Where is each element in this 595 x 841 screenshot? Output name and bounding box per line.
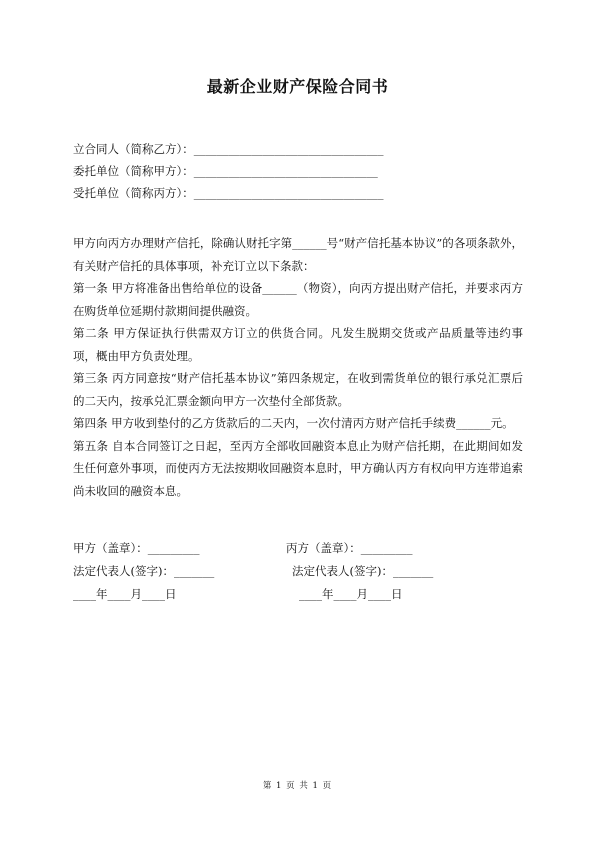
party-a-representative: 法定代表人(签字)：_______: [73, 564, 215, 578]
article-5: 第五条 自本合同签订之日起，至丙方全部收回融资本息止为财产信托期，在此期间如发生任何意外事项，而使丙方无法按期收回融资本息时，甲方确认丙方有权向甲方连带追索尚未收回的融资本息。: [73, 438, 523, 498]
party-label: 受托单位（简称丙方）：: [73, 186, 194, 200]
article-2: 第二条 甲方保证执行供需双方订立的供货合同。凡发生脱期交货或产品质量等违约事项，概由甲方负责处理。: [73, 326, 523, 363]
party-line-b: [73, 138, 533, 160]
party-a-date: ____年____月____日: [73, 587, 177, 601]
article-4: 第四条 甲方收到垫付的乙方货款后的二天内，一次付清丙方财产信托手续费______元。: [73, 416, 514, 430]
signature-block: [73, 537, 533, 606]
intro-paragraph: 甲方向丙方办理财产信托，除确认财托字第______号“财产信托基本协议”的各项条款外，有关财产信托的具体事项，补充订立以下条款：: [73, 236, 523, 273]
party-a-seal: 甲方（盖章）：_________: [73, 541, 200, 555]
page-number-footer: 第 1 页 共 1 页: [262, 781, 333, 791]
party-c-seal: 丙方（盖章）：_________: [286, 541, 413, 555]
party-blank: _________________________________: [193, 186, 384, 200]
party-blank: ________________________________: [193, 164, 378, 178]
party-label: 立合同人（简称乙方）：: [73, 142, 194, 156]
party-line-c: [73, 182, 533, 204]
representative-row: [73, 560, 533, 583]
party-c-date: ____年____月____日: [299, 587, 403, 601]
article-1: 第一条 甲方将准备出售给单位的设备______（物资），向丙方提出财产信托，并要求丙方在购货单位延期付款期间提供融资。: [73, 281, 523, 318]
seal-row: [73, 537, 533, 560]
party-blank: _________________________________: [193, 142, 384, 156]
document-title: 最新企业财产保险合同书: [206, 77, 389, 96]
party-label: 委托单位（简称甲方）：: [73, 164, 194, 178]
party-line-a: [73, 160, 533, 182]
date-row: [73, 583, 533, 606]
article-3: 第三条 丙方同意按“财产信托基本协议”第四条规定，在收到需货单位的银行承兑汇票后的二天内，按承兑汇票金额向甲方一次垫付全部货款。: [73, 371, 523, 408]
party-c-representative: 法定代表人(签字)：_______: [292, 564, 434, 578]
contract-body: [73, 232, 523, 502]
parties-block: [73, 138, 533, 204]
